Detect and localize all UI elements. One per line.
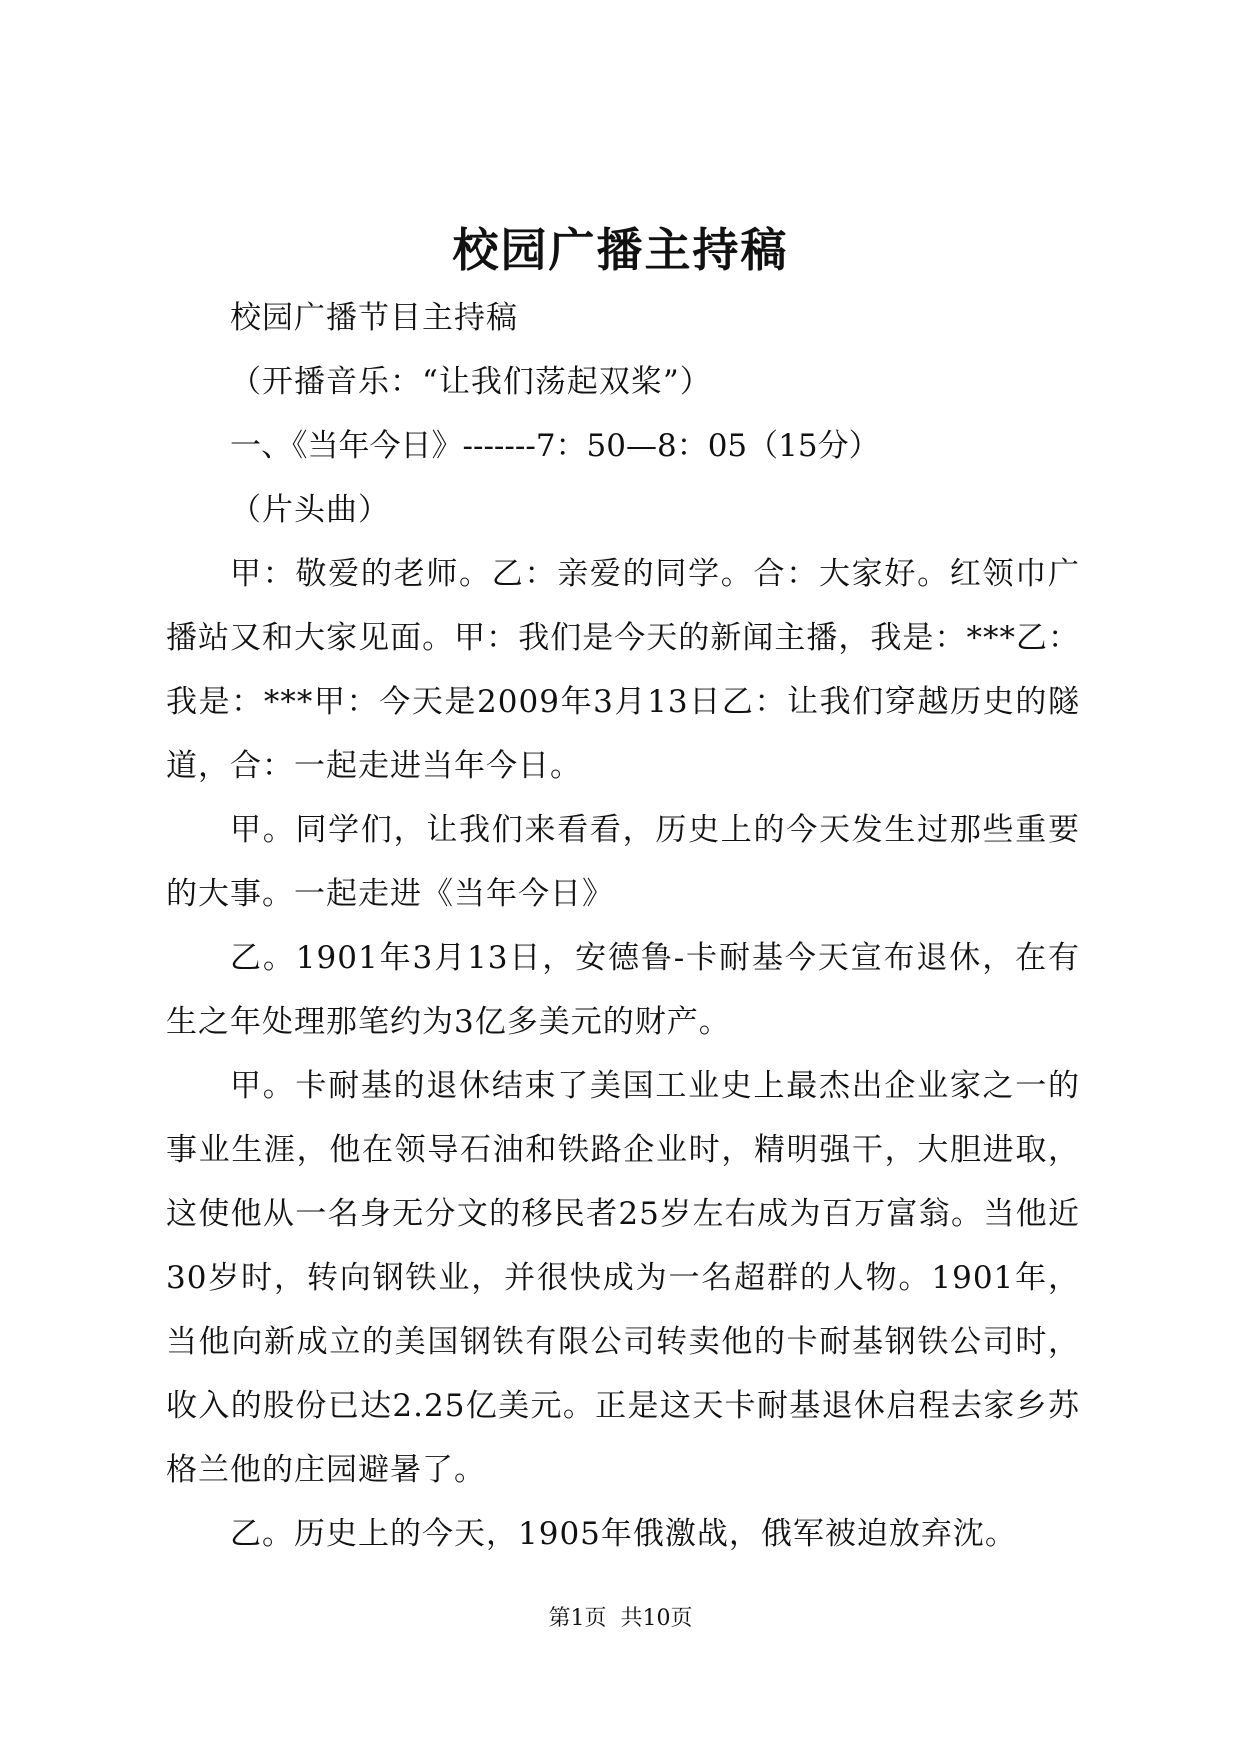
document-title: 校园广播主持稿: [452, 223, 789, 277]
page-footer: [0, 1604, 1241, 1634]
paragraph-theme-music: （片头曲）: [230, 492, 390, 528]
page-number: 第1页: [548, 1606, 607, 1631]
paragraph-intro: 甲。同学们，让我们来看看，历史上的今天发生过那些重要的大事。一起走进《当年今日》: [166, 812, 1080, 912]
paragraph-carnegie-retire: 乙。1901年3月13日，安德鲁-卡耐基今天宣布退休，在有生之年处理那笔约为3亿多美元的财产。: [166, 940, 1080, 1040]
page-total: 共10页: [620, 1606, 693, 1631]
paragraph-section-heading: 一、《当年今日》-------7：50—8：05（15分）: [230, 428, 880, 464]
document-body: [166, 286, 1080, 1566]
paragraph-carnegie-career: 甲。卡耐基的退休结束了美国工业史上最杰出企业家之一的事业生涯，他在领导石油和铁路企业时，精明强干，大胆进取，这使他从一名身无分文的移民者25岁左右成为百万富翁。当他近30岁时，转向钢铁业，并很快成为一名超群的人物。1901年，当他向新成立的美国钢铁有限公司转卖他的卡耐基钢铁公司时，收入的股份已达2.25亿美元。正是这天卡耐基退休启程去家乡苏格兰他的庄园避暑了。: [166, 1068, 1080, 1488]
paragraph-greeting: 甲：敬爱的老师。乙：亲爱的同学。合：大家好。红领巾广播站又和大家见面。甲：我们是今天的新闻主播，我是：***乙：我是：***甲：今天是2009年3月13日乙：让我们穿越历史的隧道，合：一起走进当年今日。: [166, 556, 1080, 784]
paragraph-history-1905: 乙。历史上的今天，1905年俄激战，俄军被迫放弃沈。: [230, 1516, 1017, 1552]
paragraph-program-title: 校园广播节目主持稿: [230, 300, 518, 336]
paragraph-opening-music: （开播音乐：“让我们荡起双桨”）: [230, 364, 712, 400]
